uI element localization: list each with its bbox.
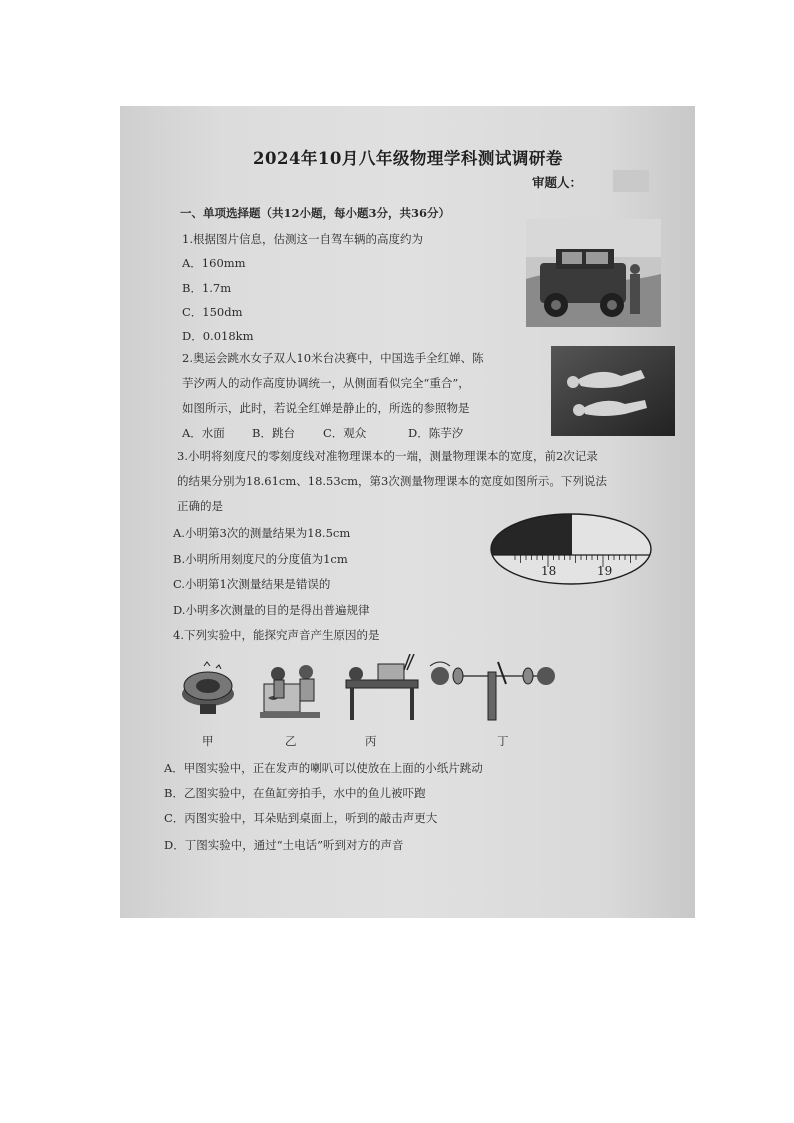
q1-stem: 1.根据图片信息，估测这一自驾车辆的高度约为 — [182, 232, 423, 246]
q3-option-b: B.小明所用刻度尺的分度值为1cm — [173, 552, 348, 566]
q3-stem-line1: 3.小明将刻度尺的零刻度线对准物理课本的一端，测量物理课本的宽度，前2次记录 — [177, 449, 598, 463]
q4-option-a: A．甲图实验中，正在发声的喇叭可以使放在上面的小纸片跳动 — [164, 761, 483, 775]
q3-option-a: A.小明第3次的测量结果为18.5cm — [173, 526, 351, 540]
q3-option-c: C.小明第1次测量结果是错误的 — [173, 577, 331, 591]
table-figure — [346, 654, 418, 720]
q1-option-d: D．0.018km — [182, 329, 254, 343]
q3-option-d: D.小明多次测量的目的是得出普遍规律 — [173, 603, 370, 617]
divers-photo — [551, 346, 675, 436]
q2-option-c: C．观众 — [323, 426, 367, 440]
speaker-figure — [182, 662, 234, 714]
q1-option-b: B．1.7m — [182, 281, 232, 295]
string-phone-figure — [430, 662, 555, 720]
redacted-name — [613, 170, 649, 192]
ruler-label-19: 19 — [597, 564, 613, 578]
ruler-figure — [488, 511, 654, 587]
q4-option-b: B．乙图实验中，在鱼缸旁拍手，水中的鱼儿被吓跑 — [164, 786, 426, 800]
fig-label-yi: 乙 — [285, 734, 297, 748]
fig-label-ding: 丁 — [497, 734, 509, 748]
page-title: 2024年10月八年级物理学科测试调研卷 — [253, 149, 563, 168]
q3-stem-line2: 的结果分别为18.61cm、18.53cm，第3次测量物理课本的宽度如图所示。下列说法 — [177, 474, 607, 488]
reviewer-label: 审题人： — [532, 175, 583, 190]
ruler-label-18: 18 — [541, 564, 557, 578]
exam-paper — [120, 106, 695, 918]
experiment-figures — [178, 654, 563, 726]
q2-option-b: B．跳台 — [252, 426, 295, 440]
q2-option-a: A．水面 — [182, 426, 225, 440]
q2-stem-line1: 2.奥运会跳水女子双人10米台决赛中，中国选手全红婵、陈 — [182, 351, 484, 365]
q1-option-c: C．150dm — [182, 305, 243, 319]
q2-stem-line3: 如图所示，此时，若说全红婵是静止的，所选的参照物是 — [182, 401, 470, 415]
q4-stem: 4.下列实验中，能探究声音产生原因的是 — [173, 628, 380, 642]
section-heading: 一、单项选择题（共12小题，每小题3分，共36分） — [180, 206, 451, 220]
q4-option-c: C．丙图实验中，耳朵贴到桌面上，听到的敲击声更大 — [164, 811, 438, 825]
q2-option-d: D．陈芋汐 — [408, 426, 464, 440]
q2-stem-line2: 芋汐两人的动作高度协调统一，从侧面看似完全“重合”， — [182, 376, 470, 390]
q1-option-a: A．160mm — [182, 256, 246, 270]
fishtank-figure — [260, 665, 320, 718]
fig-label-jia: 甲 — [202, 734, 214, 748]
q4-option-d: D．丁图实验中，通过“土电话”听到对方的声音 — [164, 838, 404, 852]
car-photo — [526, 219, 661, 327]
fig-label-bing: 丙 — [365, 734, 377, 748]
q3-stem-line3: 正确的是 — [177, 499, 223, 513]
